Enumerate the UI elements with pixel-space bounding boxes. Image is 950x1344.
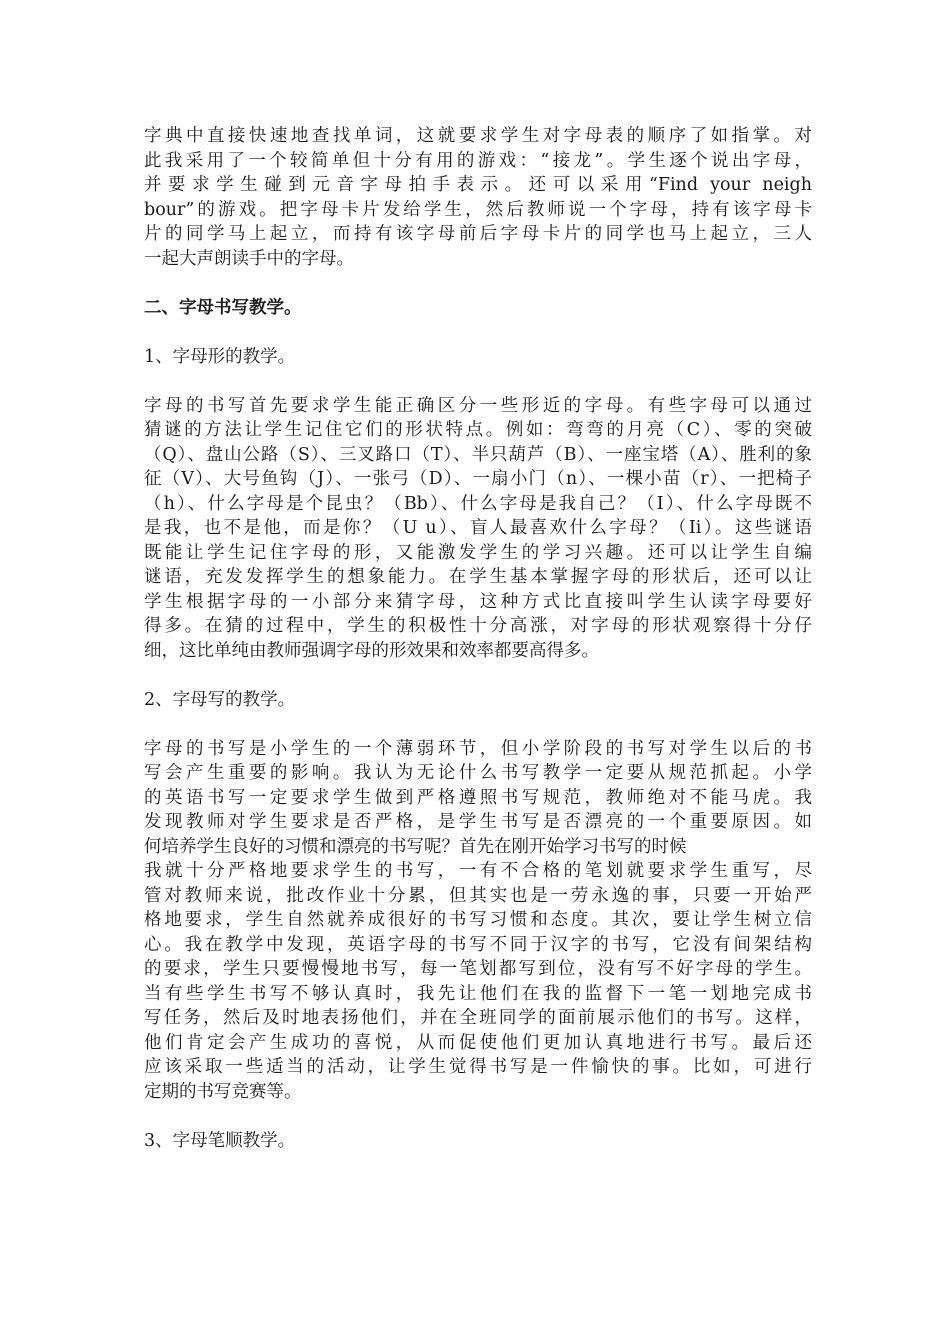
paragraph-alphabet-games — [144, 124, 812, 271]
text-line: 管对教师来说，批改作业十分累，但其实也是一劳永逸的事，只要一开始严 — [144, 885, 812, 906]
subheading-text: 2、字母写的教学。 — [144, 689, 296, 710]
text-line: 学生根据字母的一小部分来猜字母，这种方式比直接叫学生认读字母要好 — [144, 591, 812, 612]
text-line: 片的同学马上起立，而持有该字母前后字母卡片的同学也马上起立，三人 — [144, 224, 812, 244]
text-line: 应该采取一些适当的活动，让学生觉得书写是一件愉快的事。比如，可进行 — [144, 1057, 812, 1077]
text-line: 是我，也不是他，而是你？（U u）、盲人最喜欢什么字母？（Ii）。这些谜语 — [144, 518, 812, 538]
text-line: 字母的书写是小学生的一个薄弱环节，但小学阶段的书写对学生以后的书 — [144, 738, 812, 759]
subheading-letter-shape — [144, 345, 812, 370]
text-line: 写任务，然后及时地表扬他们，并在全班同学的面前展示他们的书写。这样， — [144, 1008, 812, 1028]
text-line: 格地要求，学生自然就养成很好的书写习惯和态度。其次，要让学生树立信 — [144, 910, 812, 930]
subheading-text: 3、字母笔顺教学。 — [144, 1130, 296, 1151]
text-line: 征（V）、大号鱼钩（J）、一张弓（D）、一扇小门（n）、一棵小苗（r）、一把椅子 — [144, 469, 812, 489]
text-line: 的要求，学生只要慢慢地书写，每一笔划都写到位，没有写不好字母的学生。 — [144, 959, 812, 979]
subheading-letter-writing — [144, 688, 812, 713]
text-line: 字母的书写首先要求学生能正确区分一些形近的字母。有些字母可以通过 — [144, 395, 812, 416]
text-line: 他们肯定会产生成功的喜悦，从而促使他们更加认真地进行书写。最后还 — [144, 1032, 812, 1053]
text-line: 此我采用了一个较简单但十分有用的游戏：“接龙”。学生逐个说出字母， — [144, 150, 812, 171]
text-line: 细，这比单纯由教师强调字母的形效果和效率都要高得多。 — [144, 640, 599, 661]
text-line: 我就十分严格地要求学生的书写，一有不合格的笔划就要求学生重写，尽 — [144, 861, 812, 881]
paragraph-letter-shape-riddles — [144, 394, 812, 664]
text-line: 并要求学生碰到元音字母拍手表示。还可以采用“Find your neigh — [144, 175, 812, 195]
text-line: 猜谜的方法让学生记住它们的形状特点。例如：弯弯的月亮（C）、零的突破 — [144, 420, 812, 440]
text-line: 发现教师对学生要求是否严格，是学生书写是否漂亮的一个重要原因。如 — [144, 812, 812, 832]
text-line: 谜语，充发发挥学生的想象能力。在学生基本掌握字母的形状后，还可以让 — [144, 567, 812, 587]
subheading-text: 1、字母形的教学。 — [144, 346, 296, 367]
text-line: 心。我在教学中发现，英语字母的书写不同于汉字的书写，它没有间架结构 — [144, 934, 812, 955]
text-line: 当有些学生书写不够认真时，我先让他们在我的监督下一笔一划地完成书 — [144, 983, 812, 1004]
text-line: 何培养学生良好的习惯和漂亮的书写呢？首先在刚开始学习书写的时候 — [144, 836, 687, 857]
paragraph-writing-standards — [144, 737, 812, 1105]
heading-text: 二、字母书写教学。 — [144, 297, 302, 318]
text-line: bour”的游戏。把字母卡片发给学生，然后教师说一个字母，持有该字母卡 — [144, 199, 812, 220]
text-line: 写会产生重要的影响。我认为无论什么书写教学一定要从规范抓起。小学 — [144, 763, 812, 783]
text-line: 字典中直接快速地查找单词，这就要求学生对字母表的顺序了如指掌。对 — [144, 126, 812, 146]
text-line: 既能让学生记住字母的形，又能激发学生的学习兴趣。还可以让学生自编 — [144, 542, 812, 563]
text-line: 定期的书写竞赛等。 — [144, 1081, 302, 1102]
text-line: （h）、什么字母是个昆虫？（Bb）、什么字母是我自己？（I）、什么字母既不 — [144, 493, 812, 514]
section-heading-letter-writing — [144, 296, 812, 321]
text-line: 一起大声朗读手中的字母。 — [144, 248, 354, 269]
text-line: （Q）、盘山公路（S）、三叉路口（T）、半只葫芦（B）、一座宝塔（A）、胜利的象 — [144, 444, 812, 465]
text-line: 的英语书写一定要求学生做到严格遵照书写规范，教师绝对不能马虎。我 — [144, 787, 812, 808]
subheading-stroke-order — [144, 1129, 812, 1154]
text-line: 得多。在猜的过程中，学生的积极性十分高涨，对字母的形状观察得十分仔 — [144, 616, 812, 636]
document-page — [144, 124, 812, 1178]
